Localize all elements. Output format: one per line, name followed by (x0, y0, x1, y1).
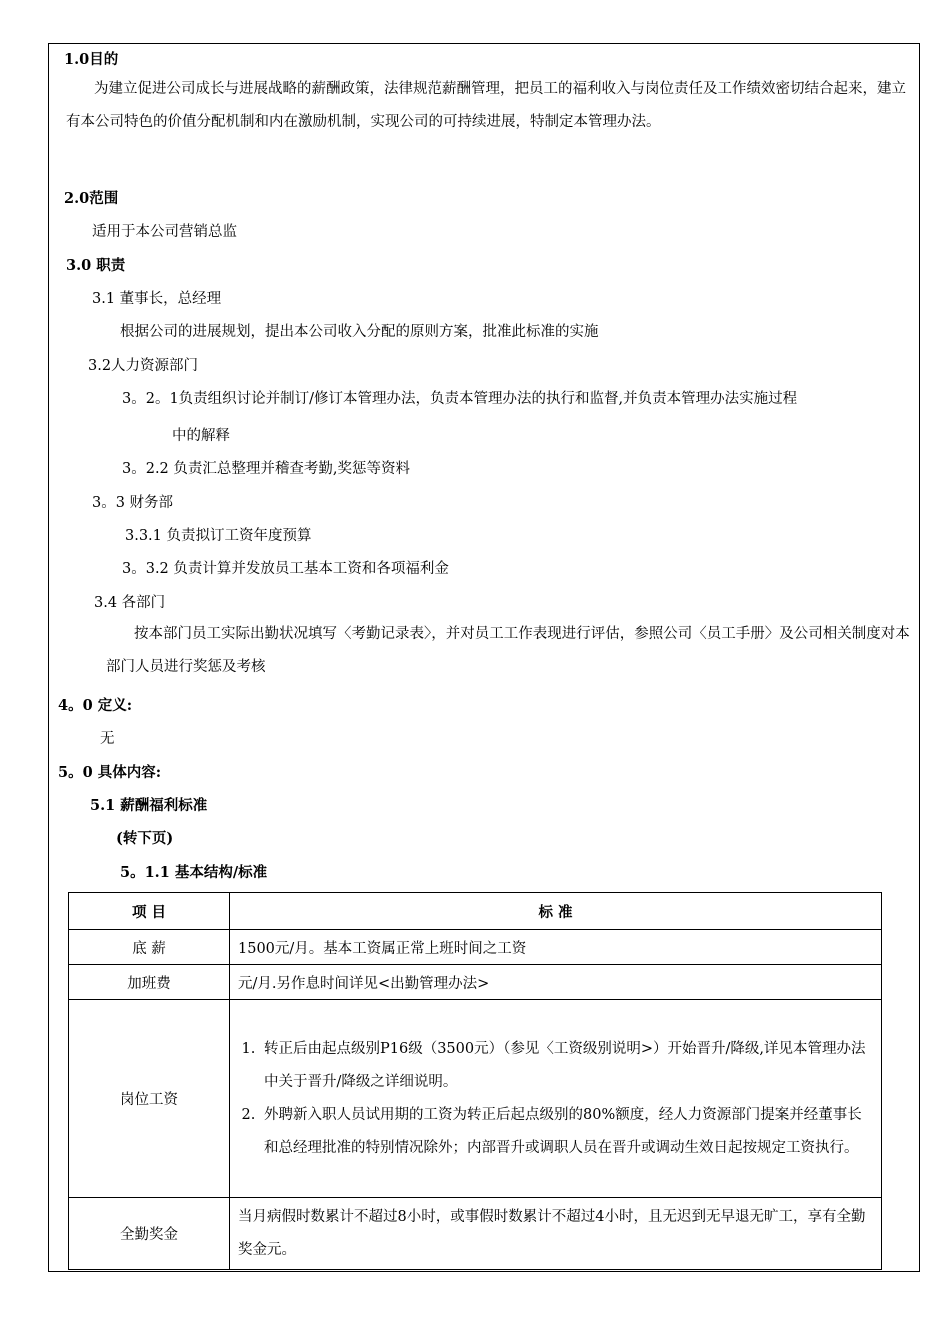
list-item: 1. 转正后由起点级别P16级（3500元）（参见〈工资级别说明>）开始晋升/降级,详见本管理办法中关于晋升/降级之详细说明。 (260, 1033, 873, 1099)
section-4-body: 无 (100, 731, 115, 747)
list-item: 2. 外聘新入职人员试用期的工资为转正后起点级别的80%额度，经人力资源部门提案并经董事长和总经理批准的特别情况除外；内部晋升或调职人员在晋升或调动生效日起按规定工资执行。 (260, 1099, 873, 1165)
table-row (69, 1000, 882, 1198)
row-label-overtime: 加班费 (69, 965, 230, 1000)
header-item: 项 目 (69, 893, 230, 930)
section-4-heading: 4。0 定义: (58, 697, 133, 714)
section-2-heading: 2.0范围 (64, 190, 119, 207)
row-value-base-salary: 1500元/月。基本工资属正常上班时间之工资 (230, 930, 882, 965)
row-value-position-salary (230, 1000, 882, 1198)
section-3-2-1-line1: 3。2。1负责组织讨论并制订/修订本管理办法，负责本管理办法的执行和监督,并负责本管理办法实施过程 (122, 391, 798, 407)
row-label-position-salary: 岗位工资 (69, 1000, 230, 1198)
row-label-base-salary: 底 薪 (69, 930, 230, 965)
section-3-heading: 3.0 职责 (66, 257, 126, 274)
section-3-2-2: 3。2.2 负责汇总整理并稽查考勤,奖惩等资料 (122, 461, 411, 477)
section-3-1-title: 3.1 董事长，总经理 (92, 291, 222, 307)
section-3-2-1-line2: 中的解释 (172, 428, 230, 444)
table-row (69, 965, 882, 1000)
section-5-1-1-title: 5。1.1 基本结构/标准 (120, 864, 268, 881)
section-3-3-1: 3.3.1 负责拟订工资年度预算 (125, 528, 312, 544)
row-value-attendance-bonus: 当月病假时数累计不超过8小时，或事假时数累计不超过4小时，且无迟到无早退无旷工，享有全勤奖金元。 (230, 1198, 882, 1270)
section-3-4-body: 按本部门员工实际出勤状况填写〈考勤记录表〉，并对员工工作表现进行评估，参照公司〈员工手册〉及公司相关制度对本部门人员进行奖惩及考核 (106, 626, 910, 675)
section-3-4-title: 3.4 各部门 (94, 595, 166, 611)
section-3-2-title: 3.2人力资源部门 (88, 358, 199, 374)
section-2-body: 适用于本公司营销总监 (92, 224, 237, 240)
row-value-overtime: 元/月.另作息时间详见<出勤管理办法> (230, 965, 882, 1000)
header-standard: 标 准 (230, 893, 882, 930)
section-1-heading: 1.0目的 (64, 51, 119, 68)
row-label-attendance-bonus: 全勤奖金 (69, 1198, 230, 1270)
continued-note: (转下页) (116, 830, 174, 847)
section-1-body: 为建立促进公司成长与进展战略的薪酬政策，法律规范薪酬管理，把员工的福利收入与岗位责任及工作绩效密切结合起来，建立有本公司特色的价值分配机制和内在激励机制，实现公司的可持续进展，特制定本管理办法。 (66, 81, 906, 130)
table-row (69, 930, 882, 965)
table-row (69, 1198, 882, 1270)
section-3-3-2: 3。3.2 负责计算并发放员工基本工资和各项福利金 (122, 561, 449, 577)
table-header-row (69, 893, 882, 930)
section-3-1-body: 根据公司的进展规划，提出本公司收入分配的原则方案，批准此标准的实施 (120, 324, 599, 340)
salary-standard-table (68, 892, 882, 1270)
section-3-3-title: 3。3 财务部 (92, 495, 174, 511)
position-salary-list (238, 1033, 873, 1165)
section-5-1-title: 5.1 薪酬福利标准 (90, 797, 208, 814)
section-5-heading: 5。0 具体内容: (58, 764, 162, 781)
